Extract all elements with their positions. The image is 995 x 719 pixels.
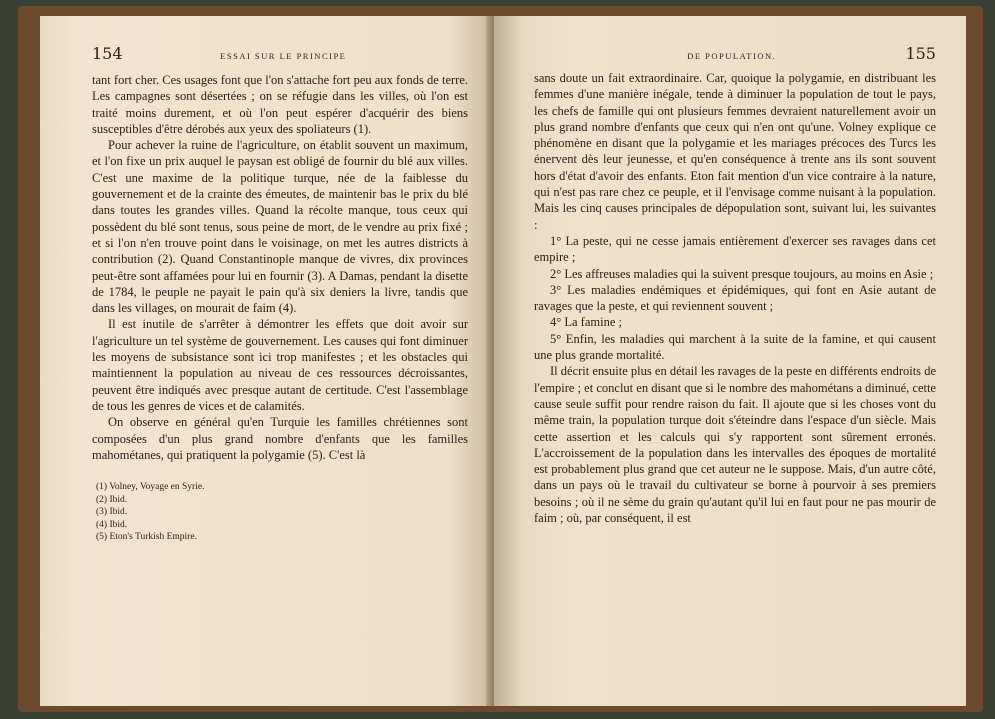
list-item: 5° Enfin, les maladies qui marchent à la suite de la famine, et qui causent une plus grande mortalité.	[534, 331, 936, 363]
list-item: 4° La famine ;	[550, 315, 622, 330]
open-book	[18, 6, 983, 712]
page-number: 155	[905, 44, 936, 63]
paragraph: tant fort cher. Ces usages font que l'on s'attache fort peu aux fonds de terre. Les campagnes sont désertées ; on se réfugie dans les villes, où l'on est traité moins durement, et où l'on peut espérer d'acquérir des biens susceptibles d'être dérobés aux yeux des spoliateurs (1).	[92, 73, 468, 136]
paragraph: Il est inutile de s'arrêter à démontrer les effets que doit avoir sur l'agriculture un tel système de gouvernement. Les causes qui font diminuer les moyens de subsistance sont ici trop manifestes ; et les obstacles qui maintiennent la population au niveau de ces ressources décroissantes, peuvent être indiqués avec presque autant de certitude. C'est l'assemblage de tous les genres de vices et de calamités.	[92, 317, 468, 413]
list-item: 1° La peste, qui ne cesse jamais entièrement d'exercer ses ravages dans cet empire ;	[534, 233, 936, 265]
right-page-header	[534, 44, 936, 66]
footnote: (2) Ibid.	[96, 494, 128, 505]
right-page-body	[534, 70, 936, 526]
footnotes	[92, 481, 468, 544]
running-title: ESSAI SUR LE PRINCIPE	[220, 51, 347, 61]
list-item: 3° Les maladies endémiques et épidémiques, qui font en Asie autant de ravages que la peste, et qui reviennent souvent ;	[534, 282, 936, 314]
page-number: 154	[92, 44, 123, 63]
left-page	[40, 16, 494, 706]
footnote: (5) Eton's Turkish Empire.	[96, 532, 197, 543]
running-title: DE POPULATION.	[687, 51, 777, 61]
list-item: 2° Les affreuses maladies qui la suivent presque toujours, au moins en Asie ;	[550, 266, 934, 281]
footnote: (4) Ibid.	[96, 519, 128, 530]
left-page-body	[92, 72, 468, 463]
left-page-header	[92, 44, 468, 66]
right-page	[494, 16, 966, 706]
paragraph: sans doute un fait extraordinaire. Car, quoique la polygamie, en distribuant les femmes d'une manière inégale, tende à diminuer la population de tout le pays, les chefs de famille qui ont plusieurs femmes devraient naturellement avoir un plus grand nombre d'enfants que ceux qui n'en ont qu'une. Volney explique ce phénomène en disant que la polygamie et les mariages précoces des Turcs les énervent dès leur jeunesse, et qu'en conséquence à trente ans ils sont souvent hors d'état d'avoir des enfants. Eton fait mention d'un vice contraire à la nature, qui n'est pas rare chez ce peuple, et il l'envisage comme nuisant à la population. Mais les cinq causes principales de dépopulation sont, suivant lui, les suivantes :	[534, 71, 936, 232]
paragraph: On observe en général qu'en Turquie les familles chrétiennes sont composées d'un plus grand nombre d'enfants que les familles mahométanes, qui pratiquent la polygamie (5). C'est là	[92, 415, 468, 462]
footnote: (3) Ibid.	[96, 507, 128, 518]
paragraph: Pour achever la ruine de l'agriculture, on établit souvent un maximum, et l'on fixe un prix auquel le paysan est obligé de fournir du blé aux villes. C'est une maxime de la politique turque, née de la faiblesse du gouvernement et de la crainte des émeutes, de maintenir bas le prix du blé dans toutes les grandes villes. Quand la récolte manque, tous ceux qui possèdent du blé sont tenus, sous peine de mort, de le vendre au prix fixé ; et si l'on n'en trouve point dans le voisinage, on met les autres districts à contribution (2). Quand Constantinople manque de vivres, dix provinces peut-être sont affamées pour lui en fournir (3). A Damas, pendant la disette de 1784, le peuple ne payait le pain qu'à six deniers la livre, tandis que dans les villages, on mourait de faim (4).	[92, 138, 468, 316]
paragraph: Il décrit ensuite plus en détail les ravages de la peste en différents endroits de l'empire ; et conclut en disant que si le nombre des mahométans a diminué, cette cause seule suffit pour rendre raison du fait. Il ajoute que si les choses vont du même train, la population turque doit s'éteindre dans l'espace d'un siècle. Mais cette assertion et les calculs qui s'y rapportent sont sûrement erronés. L'accroissement de la population dans les intervalles des époques de mortalité est probablement plus grand que cet auteur ne le suppose. Mais, d'un autre côté, dans un pays où le travail du cultivateur se borne à pourvoir à ses premiers besoins ; où il ne sème du grain qu'autant qu'il lui en faut pour ne pas mourir de faim ; où, par conséquent, il est	[534, 364, 936, 526]
footnote: (1) Volney, Voyage en Syrie.	[96, 482, 205, 493]
